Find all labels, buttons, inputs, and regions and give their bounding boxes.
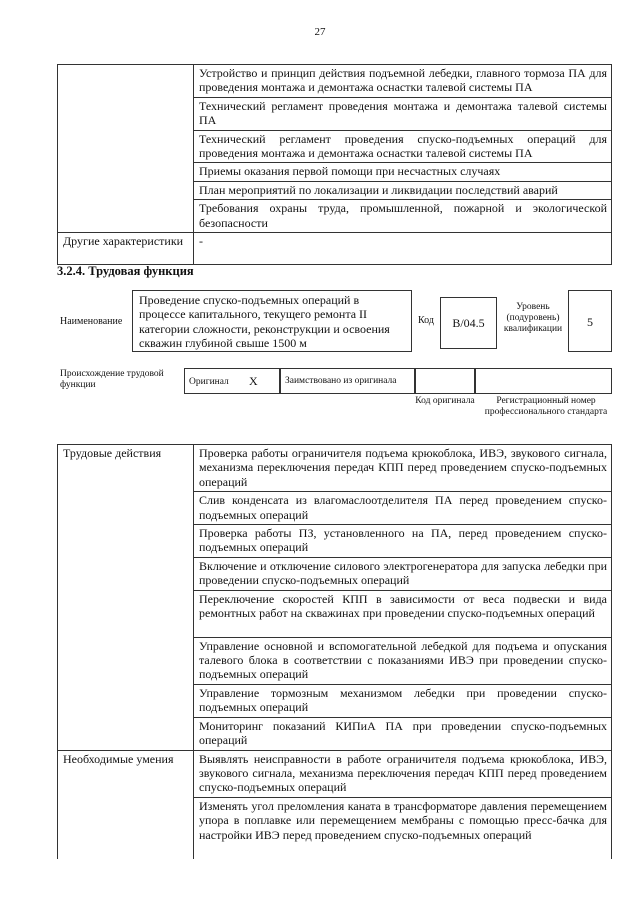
code-original-caption: Код оригинала: [415, 396, 475, 406]
origin-label: Происхождение трудовой функции: [60, 369, 164, 390]
knowledge-item: План мероприятий по локализации и ликвидации последствий аварий: [194, 181, 612, 199]
labor-action-item: Включение и отключение силового электрогенератора для запуска лебедки при проведении спуско-подъемных операций: [194, 557, 612, 590]
labor-action-item: Проверка работы ограничителя подъема крюкоблока, ИВЭ, звукового сигнала, механизма переключения передач КПП перед проведением спуско-подъемных операций: [194, 445, 612, 492]
labor-function-table: [57, 444, 612, 859]
borrowed-box: [280, 368, 415, 394]
labor-action-item: Переключение скоростей КПП в зависимости от веса подвески и вида ремонтных работ на скважинах при проведении спуско-подъемных операций: [194, 590, 612, 637]
knowledge-item: Устройство и принцип действия подъемной лебедки, главного тормоза ПА для проведения монтажа и демонтажа оснастки талевой системы ПА: [194, 65, 612, 98]
other-characteristics-value: -: [194, 233, 612, 265]
skills-label: Необходимые умения: [58, 750, 194, 859]
knowledge-item: Приемы оказания первой помощи при несчастных случаях: [194, 163, 612, 181]
labor-action-item: Управление тормозным механизмом лебедки при проведении спуско-подъемных операций: [194, 684, 612, 717]
labor-action-item: Слив конденсата из влагомаслоотделителя ПА перед проведением спуско-подъемных операций: [194, 492, 612, 525]
name-label: Наименование: [60, 316, 123, 327]
labor-action-item: Проверка работы ПЗ, установленного на ПА, перед проведением спуско-подъемных операций: [194, 525, 612, 558]
knowledge-label-cell: [58, 65, 194, 233]
reg-number-caption: Регистрационный номер профессионального стандарта: [484, 396, 608, 417]
level-value-box: 5: [568, 290, 612, 352]
other-characteristics-label: Другие характеристики: [58, 233, 194, 265]
level-label: Уровень (подуровень) квалификации: [503, 302, 563, 334]
reg-number-box: [475, 368, 612, 394]
page-number: 27: [314, 26, 326, 38]
knowledge-item: Требования охраны труда, промышленной, пожарной и экологической безопасности: [194, 200, 612, 233]
labor-action-item: Мониторинг показаний КИПиА ПА при проведении спуско-подъемных операций: [194, 717, 612, 750]
section-heading: 3.2.4. Трудовая функция: [57, 264, 194, 278]
function-name-box: Проведение спуско-подъемных операций в процессе капитального, текущего ремонта II категории сложности, реконструкции и освоения скважин глубиной свыше 1500 м: [132, 290, 412, 352]
borrowed-label: Заимствовано из оригинала: [285, 376, 397, 386]
skill-item: Выявлять неисправности в работе ограничителя подъема крюкоблока, ИВЭ, звукового сигнала, механизма переключения передач КПП перед проведением спуско-подъемных операций: [194, 750, 612, 797]
original-mark: X: [249, 374, 258, 388]
labor-actions-label: Трудовые действия: [58, 445, 194, 751]
original-box: [184, 368, 280, 394]
knowledge-item: Технический регламент проведения спуско-подъемных операций для проведения монтажа и демонтажа оснастки талевой системы ПА: [194, 130, 612, 163]
function-code-box: B/04.5: [440, 297, 497, 349]
code-original-box: [415, 368, 475, 394]
original-label: Оригинал: [189, 377, 229, 387]
labor-action-item: Управление основной и вспомогательной лебедкой для подъема и опускания талевого блока в соответствии с показаниями ИВЭ при проведении спуско-подъемных операций: [194, 637, 612, 684]
knowledge-item: Технический регламент проведения монтажа и демонтажа талевой системы ПА: [194, 97, 612, 130]
skill-item: Изменять угол преломления каната в трансформаторе давления перемещением упора в поплавке или перемещением мембраны с помощью пресс-бачка для настройки ИВЭ перед проведением спуско-подъемных операций: [194, 797, 612, 859]
code-label: Код: [418, 315, 434, 326]
knowledge-table: [57, 64, 612, 265]
